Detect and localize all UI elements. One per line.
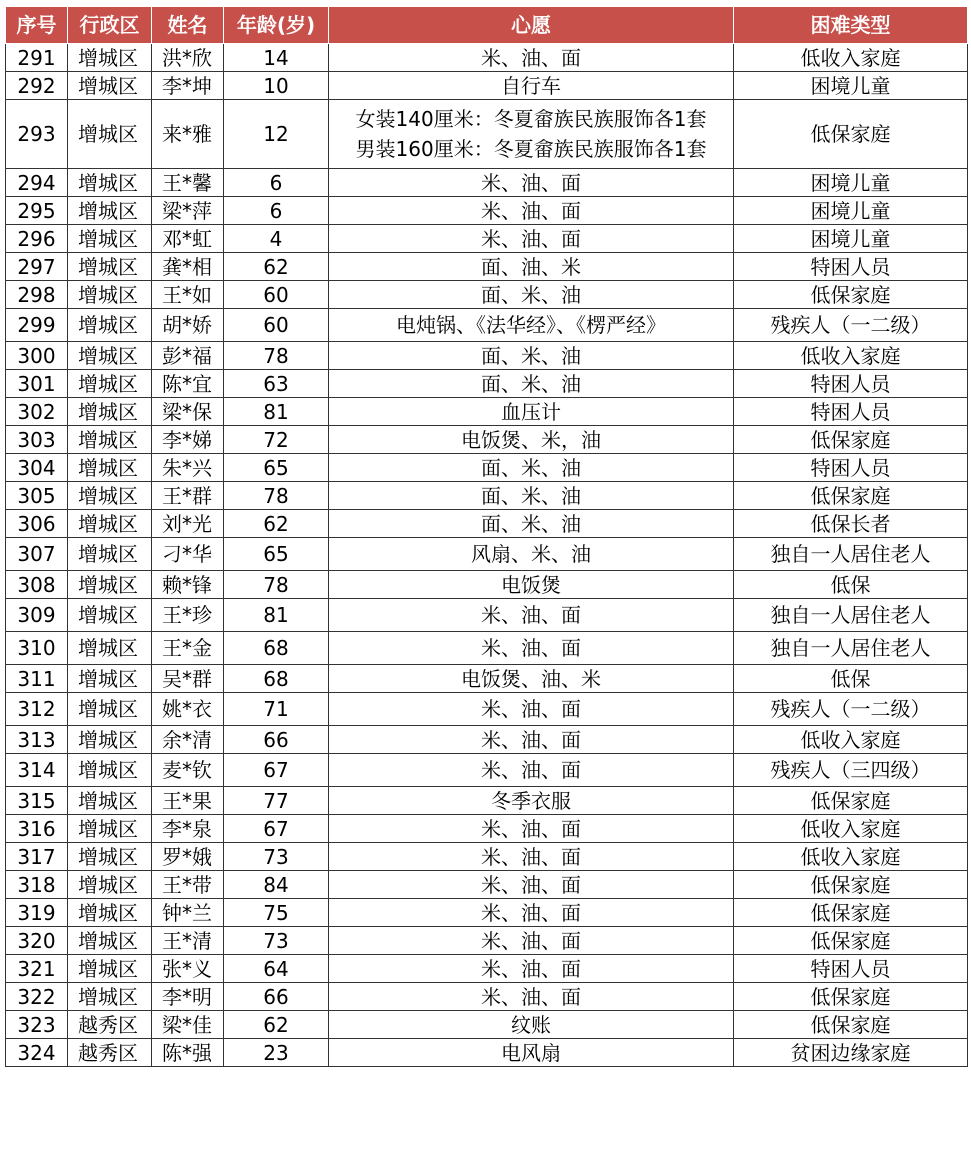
cell-id: 310: [6, 632, 68, 665]
table-row: [6, 225, 968, 253]
cell-district: 增城区: [68, 342, 152, 370]
cell-age: 64: [224, 955, 329, 983]
cell-name: 邓*虹: [152, 225, 224, 253]
table-row: [6, 309, 968, 342]
cell-id: 324: [6, 1039, 68, 1067]
cell-district: 增城区: [68, 599, 152, 632]
cell-wish: 电饭煲、油、米: [329, 665, 734, 693]
cell-name: 王*果: [152, 787, 224, 815]
table-row: [6, 253, 968, 281]
cell-name: 罗*娥: [152, 843, 224, 871]
cell-difficulty: 低保家庭: [734, 927, 968, 955]
cell-district: 增城区: [68, 899, 152, 927]
table-row: [6, 538, 968, 571]
cell-difficulty: 低保家庭: [734, 281, 968, 309]
cell-name: 李*明: [152, 983, 224, 1011]
cell-wish: 米、油、面: [329, 693, 734, 726]
cell-district: 增城区: [68, 726, 152, 754]
table-row: [6, 342, 968, 370]
table-row: [6, 482, 968, 510]
table-row: [6, 1039, 968, 1067]
cell-wish: 米、油、面: [329, 599, 734, 632]
cell-district: 增城区: [68, 454, 152, 482]
cell-difficulty: 低保家庭: [734, 426, 968, 454]
cell-district: 增城区: [68, 665, 152, 693]
cell-difficulty: 低收入家庭: [734, 843, 968, 871]
cell-difficulty: 贫困边缘家庭: [734, 1039, 968, 1067]
cell-id: 313: [6, 726, 68, 754]
cell-wish: 电炖锅、《法华经》、《楞严经》: [329, 309, 734, 342]
cell-id: 300: [6, 342, 68, 370]
cell-difficulty: 残疾人（一二级）: [734, 309, 968, 342]
cell-difficulty: 残疾人（一二级）: [734, 693, 968, 726]
cell-age: 14: [224, 44, 329, 72]
cell-difficulty: 低保家庭: [734, 983, 968, 1011]
cell-difficulty: 困境儿童: [734, 169, 968, 197]
cell-difficulty: 特困人员: [734, 370, 968, 398]
cell-wish: 面、米、油: [329, 342, 734, 370]
cell-difficulty: 低收入家庭: [734, 815, 968, 843]
cell-wish: 米、油、面: [329, 843, 734, 871]
cell-difficulty: 困境儿童: [734, 72, 968, 100]
cell-wish: 米、油、面: [329, 899, 734, 927]
table-row: [6, 754, 968, 787]
cell-district: 增城区: [68, 955, 152, 983]
cell-difficulty: 低保家庭: [734, 1011, 968, 1039]
cell-name: 吴*群: [152, 665, 224, 693]
cell-name: 李*泉: [152, 815, 224, 843]
cell-id: 305: [6, 482, 68, 510]
wish-line: 女装140厘米：冬夏畲族民族服饰各1套: [355, 107, 707, 131]
header-district: 行政区: [68, 7, 152, 44]
cell-difficulty: 特困人员: [734, 955, 968, 983]
cell-wish: 面、米、油: [329, 454, 734, 482]
cell-district: 增城区: [68, 370, 152, 398]
cell-difficulty: 特困人员: [734, 454, 968, 482]
cell-age: 60: [224, 281, 329, 309]
cell-difficulty: 低收入家庭: [734, 726, 968, 754]
cell-age: 78: [224, 342, 329, 370]
cell-name: 王*群: [152, 482, 224, 510]
cell-district: 增城区: [68, 169, 152, 197]
cell-age: 68: [224, 665, 329, 693]
cell-age: 68: [224, 632, 329, 665]
cell-wish: 风扇、米、油: [329, 538, 734, 571]
cell-id: 294: [6, 169, 68, 197]
cell-difficulty: 低保: [734, 665, 968, 693]
cell-id: 307: [6, 538, 68, 571]
cell-age: 77: [224, 787, 329, 815]
table-row: [6, 398, 968, 426]
cell-district: 增城区: [68, 44, 152, 72]
cell-district: 增城区: [68, 398, 152, 426]
table-row: [6, 871, 968, 899]
table-row: [6, 599, 968, 632]
cell-name: 朱*兴: [152, 454, 224, 482]
cell-id: 303: [6, 426, 68, 454]
cell-wish: 米、油、面: [329, 726, 734, 754]
table-row: [6, 955, 968, 983]
cell-name: 彭*福: [152, 342, 224, 370]
wish-line: 男装160厘米：冬夏畲族民族服饰各1套: [355, 137, 707, 161]
cell-wish: 米、油、面: [329, 632, 734, 665]
cell-name: 刘*光: [152, 510, 224, 538]
cell-district: 增城区: [68, 693, 152, 726]
cell-difficulty: 低保家庭: [734, 787, 968, 815]
cell-age: 84: [224, 871, 329, 899]
cell-id: 298: [6, 281, 68, 309]
cell-age: 72: [224, 426, 329, 454]
cell-district: 增城区: [68, 787, 152, 815]
cell-id: 321: [6, 955, 68, 983]
cell-id: 304: [6, 454, 68, 482]
cell-id: 322: [6, 983, 68, 1011]
cell-name: 赖*锋: [152, 571, 224, 599]
cell-age: 66: [224, 983, 329, 1011]
cell-difficulty: 困境儿童: [734, 197, 968, 225]
cell-name: 陈*宜: [152, 370, 224, 398]
cell-name: 梁*佳: [152, 1011, 224, 1039]
cell-id: 297: [6, 253, 68, 281]
cell-id: 306: [6, 510, 68, 538]
table-row: [6, 571, 968, 599]
cell-wish: 米、油、面: [329, 197, 734, 225]
cell-name: 王*如: [152, 281, 224, 309]
table-body: [6, 44, 968, 1067]
table-row: [6, 665, 968, 693]
cell-age: 73: [224, 843, 329, 871]
cell-district: 增城区: [68, 983, 152, 1011]
cell-name: 刁*华: [152, 538, 224, 571]
cell-district: 增城区: [68, 632, 152, 665]
cell-district: 增城区: [68, 100, 152, 169]
table-row: [6, 370, 968, 398]
table-row: [6, 843, 968, 871]
cell-name: 陈*强: [152, 1039, 224, 1067]
cell-wish: 电风扇: [329, 1039, 734, 1067]
cell-age: 6: [224, 169, 329, 197]
cell-id: 309: [6, 599, 68, 632]
cell-district: 增城区: [68, 482, 152, 510]
cell-difficulty: 低收入家庭: [734, 342, 968, 370]
cell-difficulty: 独自一人居住老人: [734, 538, 968, 571]
cell-district: 越秀区: [68, 1011, 152, 1039]
cell-wish: 自行车: [329, 72, 734, 100]
table-row: [6, 693, 968, 726]
cell-name: 王*金: [152, 632, 224, 665]
cell-age: 67: [224, 815, 329, 843]
cell-name: 李*坤: [152, 72, 224, 100]
cell-id: 302: [6, 398, 68, 426]
header-difficulty: 困难类型: [734, 7, 968, 44]
cell-id: 320: [6, 927, 68, 955]
cell-id: 296: [6, 225, 68, 253]
cell-id: 291: [6, 44, 68, 72]
cell-district: 增城区: [68, 538, 152, 571]
table-row: [6, 815, 968, 843]
cell-id: 312: [6, 693, 68, 726]
table-row: [6, 454, 968, 482]
cell-difficulty: 特困人员: [734, 253, 968, 281]
cell-age: 81: [224, 398, 329, 426]
cell-wish: 面、米、油: [329, 510, 734, 538]
cell-age: 62: [224, 1011, 329, 1039]
cell-age: 62: [224, 510, 329, 538]
cell-id: 308: [6, 571, 68, 599]
cell-name: 余*清: [152, 726, 224, 754]
table-header-row: [6, 7, 968, 44]
cell-district: 越秀区: [68, 1039, 152, 1067]
table-row: [6, 899, 968, 927]
cell-id: 311: [6, 665, 68, 693]
cell-name: 王*清: [152, 927, 224, 955]
cell-id: 295: [6, 197, 68, 225]
cell-name: 龚*相: [152, 253, 224, 281]
cell-name: 胡*娇: [152, 309, 224, 342]
cell-difficulty: 残疾人（三四级）: [734, 754, 968, 787]
cell-age: 10: [224, 72, 329, 100]
cell-name: 麦*钦: [152, 754, 224, 787]
cell-id: 319: [6, 899, 68, 927]
table-row: [6, 726, 968, 754]
cell-district: 增城区: [68, 510, 152, 538]
cell-id: 299: [6, 309, 68, 342]
cell-difficulty: 低保家庭: [734, 871, 968, 899]
header-wish: 心愿: [329, 7, 734, 44]
cell-age: 60: [224, 309, 329, 342]
cell-age: 66: [224, 726, 329, 754]
cell-age: 63: [224, 370, 329, 398]
cell-name: 王*馨: [152, 169, 224, 197]
cell-id: 315: [6, 787, 68, 815]
table-row: [6, 1011, 968, 1039]
cell-wish: 米、油、面: [329, 871, 734, 899]
cell-id: 292: [6, 72, 68, 100]
cell-name: 姚*衣: [152, 693, 224, 726]
cell-wish: 面、米、油: [329, 482, 734, 510]
cell-wish: 电饭煲、米，油: [329, 426, 734, 454]
cell-district: 增城区: [68, 253, 152, 281]
cell-age: 65: [224, 454, 329, 482]
cell-age: 4: [224, 225, 329, 253]
cell-age: 75: [224, 899, 329, 927]
cell-district: 增城区: [68, 225, 152, 253]
header-name: 姓名: [152, 7, 224, 44]
cell-wish: 血压计: [329, 398, 734, 426]
table-row: [6, 197, 968, 225]
cell-wish: 面、油、米: [329, 253, 734, 281]
cell-wish: 米、油、面: [329, 955, 734, 983]
cell-name: 洪*欣: [152, 44, 224, 72]
table-row: [6, 426, 968, 454]
cell-name: 来*雅: [152, 100, 224, 169]
cell-name: 钟*兰: [152, 899, 224, 927]
cell-wish: 米、油、面: [329, 225, 734, 253]
cell-wish: [329, 100, 734, 169]
table-row: [6, 983, 968, 1011]
cell-district: 增城区: [68, 815, 152, 843]
cell-district: 增城区: [68, 197, 152, 225]
table-row: [6, 44, 968, 72]
cell-wish: 面、米、油: [329, 281, 734, 309]
cell-district: 增城区: [68, 843, 152, 871]
table-row: [6, 169, 968, 197]
cell-difficulty: 低保: [734, 571, 968, 599]
cell-wish: 冬季衣服: [329, 787, 734, 815]
cell-id: 317: [6, 843, 68, 871]
cell-wish: 米、油、面: [329, 169, 734, 197]
cell-age: 67: [224, 754, 329, 787]
cell-name: 王*珍: [152, 599, 224, 632]
cell-district: 增城区: [68, 72, 152, 100]
cell-id: 301: [6, 370, 68, 398]
cell-difficulty: 低保长者: [734, 510, 968, 538]
cell-wish: 米、油、面: [329, 815, 734, 843]
cell-age: 78: [224, 571, 329, 599]
table-row: [6, 281, 968, 309]
cell-difficulty: 低收入家庭: [734, 44, 968, 72]
cell-wish: 面、米、油: [329, 370, 734, 398]
table-row: [6, 72, 968, 100]
cell-name: 王*带: [152, 871, 224, 899]
cell-name: 梁*保: [152, 398, 224, 426]
cell-id: 293: [6, 100, 68, 169]
cell-age: 71: [224, 693, 329, 726]
cell-name: 梁*萍: [152, 197, 224, 225]
cell-age: 81: [224, 599, 329, 632]
cell-district: 增城区: [68, 927, 152, 955]
cell-wish: 米、油、面: [329, 44, 734, 72]
cell-id: 314: [6, 754, 68, 787]
header-id: 序号: [6, 7, 68, 44]
cell-wish: 米、油、面: [329, 927, 734, 955]
table-row: [6, 100, 968, 169]
cell-id: 318: [6, 871, 68, 899]
cell-age: 73: [224, 927, 329, 955]
cell-name: 张*义: [152, 955, 224, 983]
cell-difficulty: 低保家庭: [734, 482, 968, 510]
cell-difficulty: 低保家庭: [734, 100, 968, 169]
cell-age: 23: [224, 1039, 329, 1067]
cell-wish: 电饭煲: [329, 571, 734, 599]
cell-district: 增城区: [68, 426, 152, 454]
cell-difficulty: 独自一人居住老人: [734, 599, 968, 632]
cell-age: 6: [224, 197, 329, 225]
cell-id: 323: [6, 1011, 68, 1039]
cell-age: 62: [224, 253, 329, 281]
table-row: [6, 927, 968, 955]
cell-name: 李*娣: [152, 426, 224, 454]
cell-age: 12: [224, 100, 329, 169]
cell-wish: 米、油、面: [329, 983, 734, 1011]
cell-id: 316: [6, 815, 68, 843]
table-row: [6, 787, 968, 815]
cell-district: 增城区: [68, 281, 152, 309]
cell-district: 增城区: [68, 309, 152, 342]
cell-wish: 米、油、面: [329, 754, 734, 787]
cell-district: 增城区: [68, 571, 152, 599]
wish-list-table: [5, 6, 968, 1067]
cell-difficulty: 特困人员: [734, 398, 968, 426]
table-row: [6, 510, 968, 538]
cell-district: 增城区: [68, 871, 152, 899]
cell-age: 65: [224, 538, 329, 571]
table-row: [6, 632, 968, 665]
header-age: 年龄(岁): [224, 7, 329, 44]
cell-difficulty: 低保家庭: [734, 899, 968, 927]
cell-difficulty: 困境儿童: [734, 225, 968, 253]
cell-wish: 纹账: [329, 1011, 734, 1039]
cell-difficulty: 独自一人居住老人: [734, 632, 968, 665]
cell-district: 增城区: [68, 754, 152, 787]
cell-age: 78: [224, 482, 329, 510]
